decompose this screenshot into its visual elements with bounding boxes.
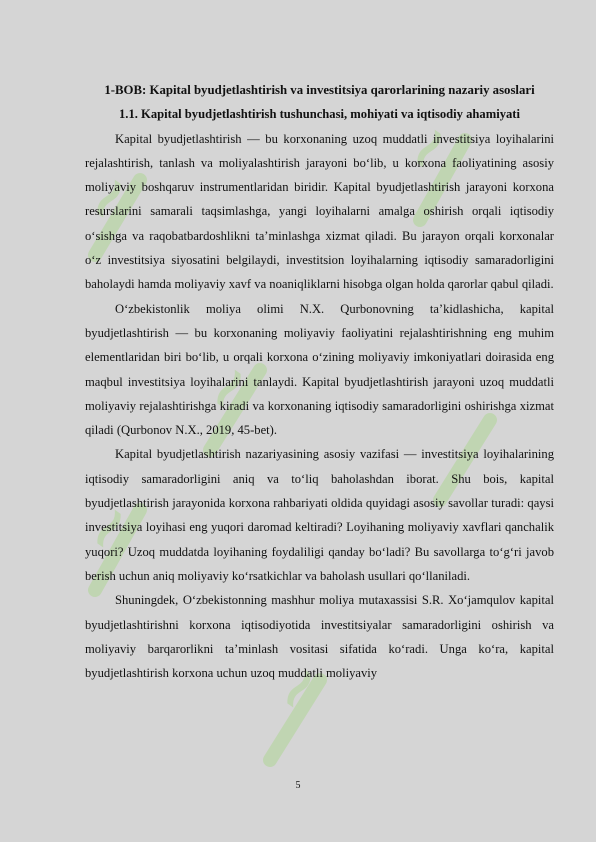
watermark-mark: ~ bbox=[384, 107, 472, 189]
watermark-mark: ~ bbox=[254, 647, 342, 729]
chapter-title: 1-BOB: Kapital byudjetlashtirish va investitsiya qarorlarining nazariy asoslari bbox=[104, 83, 535, 97]
page-number: 5 bbox=[295, 780, 301, 791]
watermark-mark: ~ bbox=[64, 157, 152, 239]
paragraph: Kapital byudjetlashtirish nazariyasining asosiy vazifasi — investitsiya loyihalarining iqtisodiy samaradorligini aniq va to‘liq baholashdan iborat. Shu bois, kapital byudjetlashtirish jarayonida korxona rahbariyati oldida quyidagi asosiy savollar turadi: qaysi investitsiya loyihasi eng yuqori daromad keltiradi? Loyihaning moliyaviy xavflari qanchalik yuqori? Uzoq muddatda loyihaning foydaliligi qanday bo‘ladi? Bu savollarga to‘g‘ri javob berish uchun aniq moliyaviy ko‘rsatkichlar va baholash usullari qo‘llaniladi. bbox=[85, 447, 554, 583]
watermark-stroke bbox=[270, 680, 320, 760]
watermark-mark: ~ bbox=[184, 347, 272, 429]
paragraph: O‘zbekistonlik moliya olimi N.X. Qurbonovning ta’kidlashicha, kapital byudjetlashtirish — bu korxonaning moliyaviy faoliyatini rejalashtirishning eng muhim elementlaridan biri bo‘lib, u orqali korxona o‘zining moliyaviy imkoniyatlari doirasida eng maqbul investitsiya loyihalarini tanlaydi. Kapital byudjetlashtirish jarayoni uzoq muddatli moliyaviy rejalashtirishga kiradi va korxonaning iqtisodiy samaradorligini oshirishga xizmat qiladi (Qurbonov N.X., 2019, 45-bet). bbox=[85, 301, 554, 438]
paragraph: Shuningdek, O‘zbekistonning mashhur moliya mutaxassisi S.R. Xo‘jamqulov kapital byudjetlashtirishni korxona iqtisodiyotida investitsiyalar samaradorligini oshirish va moliyaviy barqarorlikni ta’minlash vositasi sifatida ko‘radi. Unga ko‘ra, kapital byudjetlashtirish korxona uchun uzoq muddatli moliyaviy bbox=[85, 593, 554, 681]
section-title: 1.1. Kapital byudjetlashtirish tushunchasi, mohiyati va iqtisodiy ahamiyati bbox=[119, 107, 520, 122]
watermark-mark: ~ bbox=[64, 487, 152, 569]
document-body bbox=[85, 78, 554, 685]
paragraph: Kapital byudjetlashtirish — bu korxonaning uzoq muddatli investitsiya loyihalarini rejalashtirish, tanlash va moliyalashtirish jarayoni bo‘lib, u korxona faoliyatining asosiy moliyaviy boshqaruv instrumentlaridan biridir. Kapital byudjetlashtirish jarayoni korxona resurslarini samarali taqsimlashga, yangi loyihalarni amalga oshirish orqali iqtisodiy o‘sishga va raqobatbardoshlikni ta’minlashga xizmat qiladi. Bu jarayon orqali korxonalar o‘z investitsiya siyosatini belgilaydi, investitsion loyihalarning iqtisodiy samaradorligini baholaydi hamda moliyaviy xavf va noaniqliklarni hisobga olgan holda qarorlar qabul qiladi. bbox=[85, 131, 554, 292]
